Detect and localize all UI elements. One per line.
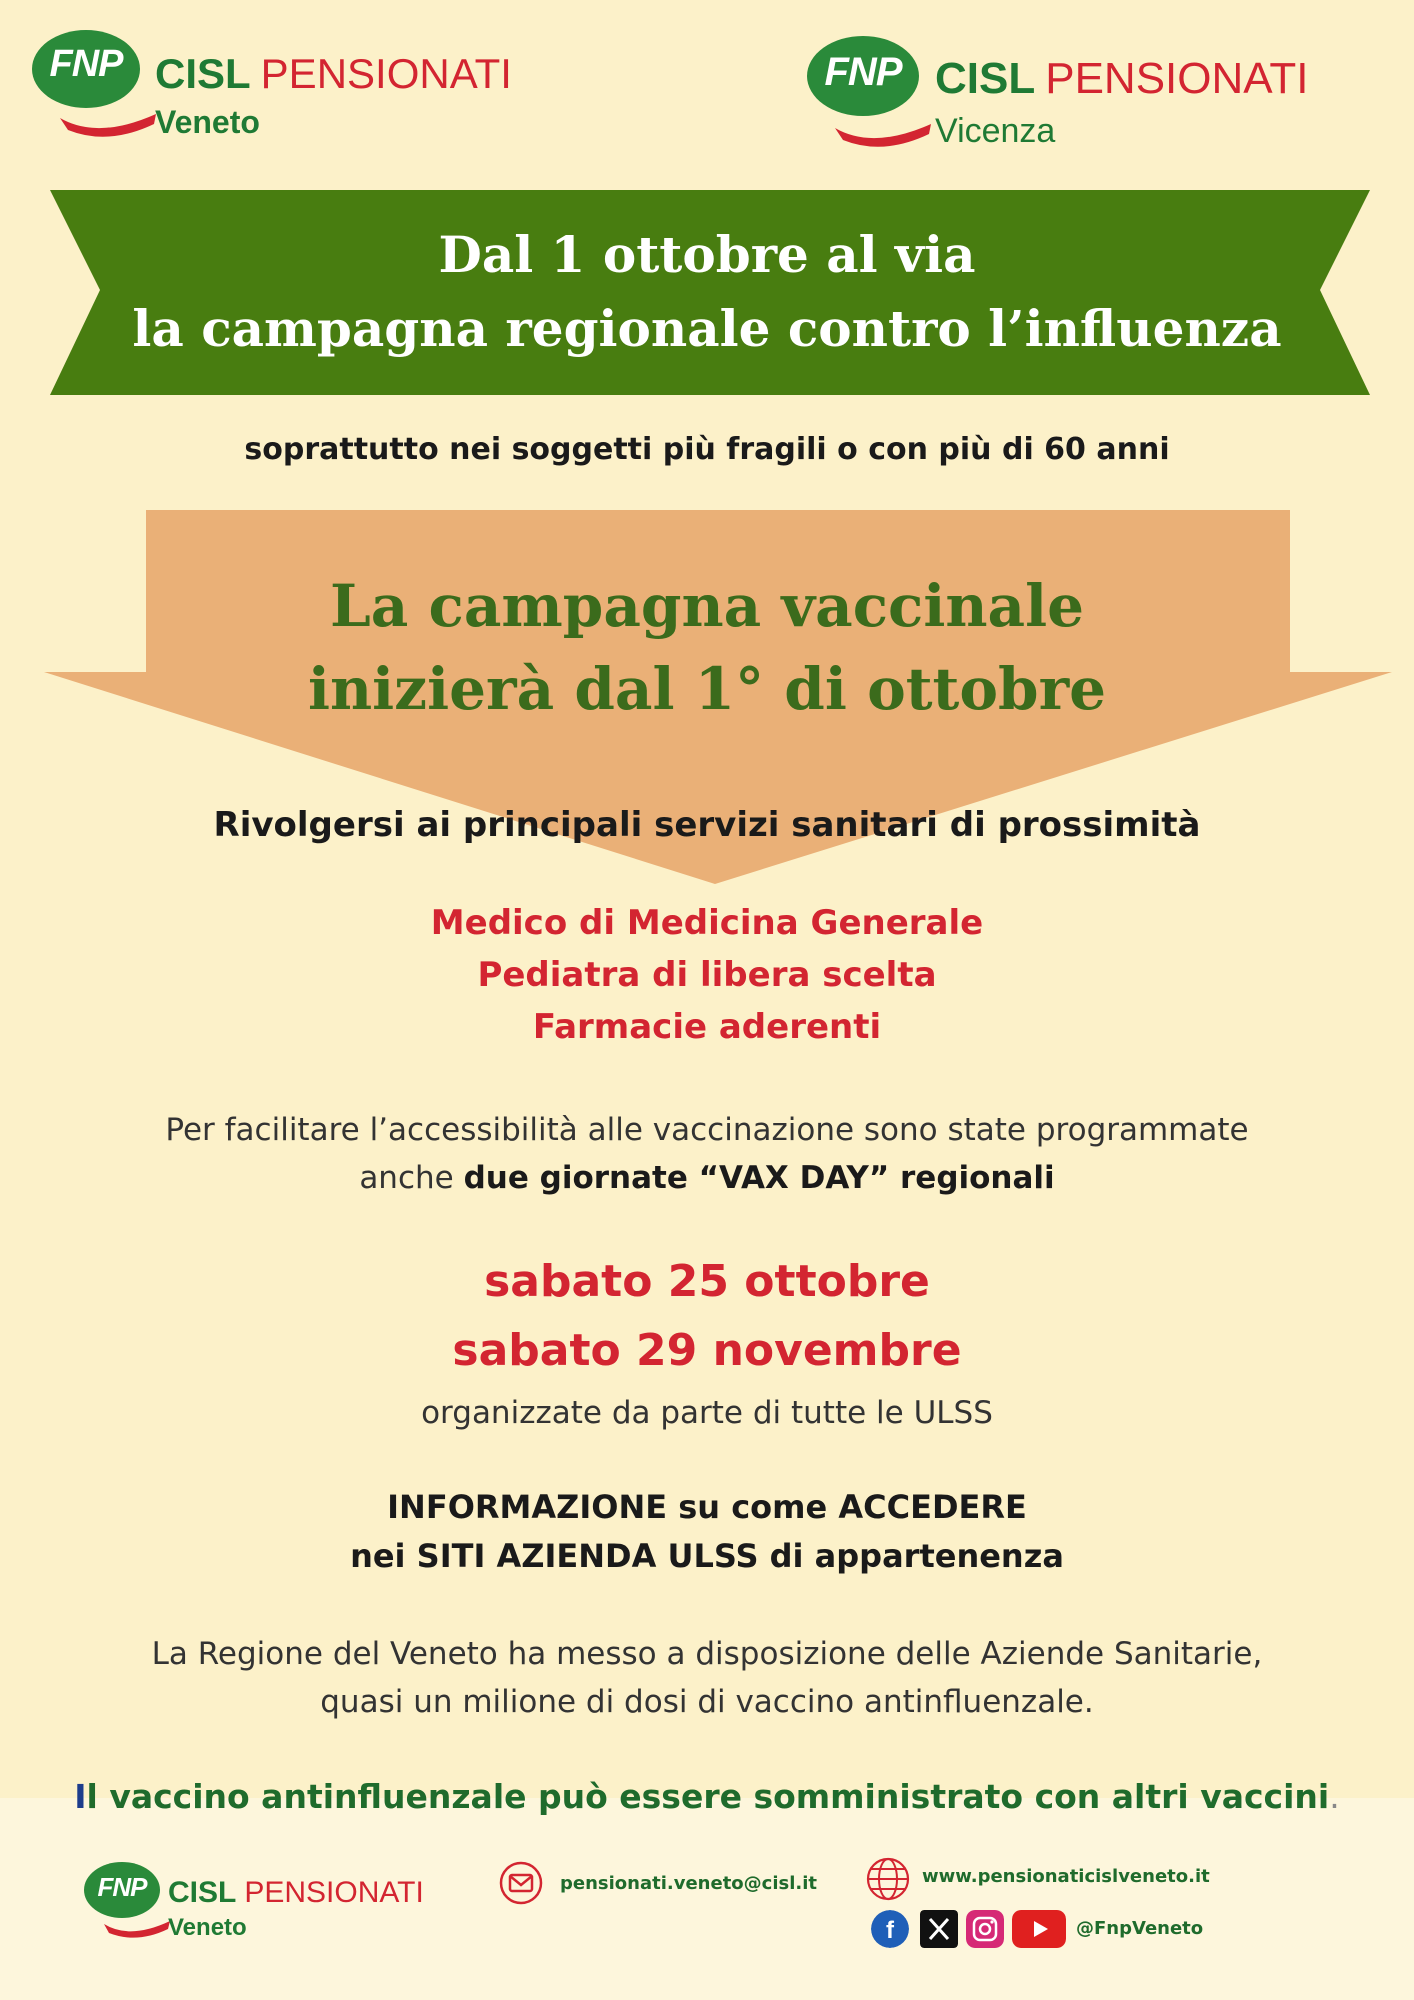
logo-brand-cisl: CISL	[155, 50, 251, 97]
logo-swoosh-icon	[102, 1916, 172, 1944]
logo-brand-cisl: CISL	[168, 1876, 237, 1909]
svg-text:f: f	[886, 1917, 894, 1944]
final-note-first-letter: I	[74, 1777, 87, 1816]
service-item-medico: Medico di Medicina Generale	[430, 903, 984, 943]
logo-region: Veneto	[155, 104, 260, 140]
regione-line-2: quasi un milione di dosi di vaccino antinfluenzale.	[320, 1684, 1094, 1720]
instagram-icon[interactable]	[966, 1910, 1004, 1948]
logo-region: Veneto	[168, 1914, 247, 1941]
logo-badge: FNP	[97, 1872, 147, 1902]
social-handle[interactable]: @FnpVeneto	[1076, 1918, 1204, 1939]
organized-text: organizzate da parte di tutte le ULSS	[421, 1395, 993, 1431]
logo-badge: FNP	[824, 50, 902, 94]
logo-brand	[168, 1876, 424, 1910]
orange-arrow	[0, 0, 1414, 900]
logo-brand-pensionati: PENSIONATI	[1045, 54, 1309, 103]
mail-icon	[498, 1860, 544, 1906]
logo-brand-cisl: CISL	[935, 54, 1036, 103]
logo-region: Vicenza	[935, 112, 1056, 150]
info-line-1: INFORMAZIONE su come ACCEDERE	[387, 1488, 1027, 1526]
x-icon[interactable]	[920, 1910, 958, 1948]
arrow-title-line-2: inizierà dal 1° di ottobre	[307, 655, 1107, 723]
footer-logo-fnp-veneto	[82, 1860, 442, 1960]
globe-icon	[865, 1856, 911, 1902]
vaxday-line-2	[0, 1160, 1414, 1196]
vaxday-prefix: anche	[359, 1160, 464, 1196]
logo-brand-pensionati: PENSIONATI	[244, 1876, 424, 1909]
vaxday-bold: due giornate “VAX DAY” regionali	[463, 1160, 1055, 1196]
regione-line-1: La Regione del Veneto ha messo a disposizione delle Aziende Sanitarie,	[151, 1636, 1263, 1672]
banner-line-2: la campagna regionale contro l’influenza	[132, 299, 1282, 358]
banner-line-1: Dal 1 ottobre al via	[438, 225, 976, 284]
facebook-icon[interactable]	[871, 1910, 909, 1948]
subtitle: soprattutto nei soggetti più fragili o con più di 60 anni	[244, 432, 1170, 467]
website-link[interactable]: www.pensionaticislveneto.it	[922, 1866, 1210, 1887]
logo-badge: FNP	[49, 43, 123, 85]
service-item-pediatra: Pediatra di libera scelta	[477, 955, 937, 995]
logo-brand-pensionati: PENSIONATI	[260, 50, 512, 97]
info-line-2: nei SITI AZIENDA ULSS di appartenenza	[350, 1537, 1064, 1575]
arrow-title-line-1: La campagna vaccinale	[329, 572, 1085, 640]
vaxday-line-1: Per facilitare l’accessibilità alle vaccinazione sono state programmate	[165, 1112, 1249, 1148]
date-1: sabato 25 ottobre	[484, 1256, 930, 1307]
final-note-text: l vaccino antinfluenzale può essere somministrato con altri vaccini	[86, 1777, 1330, 1816]
email-link[interactable]: pensionati.veneto@cisl.it	[560, 1873, 818, 1894]
services-intro: Rivolgersi ai principali servizi sanitari di prossimità	[213, 805, 1201, 845]
service-item-farmacie: Farmacie aderenti	[532, 1007, 882, 1047]
date-2: sabato 29 novembre	[452, 1325, 962, 1376]
final-note-dot: .	[1329, 1777, 1340, 1816]
final-note	[0, 1777, 1414, 1816]
youtube-icon[interactable]	[1012, 1910, 1066, 1948]
